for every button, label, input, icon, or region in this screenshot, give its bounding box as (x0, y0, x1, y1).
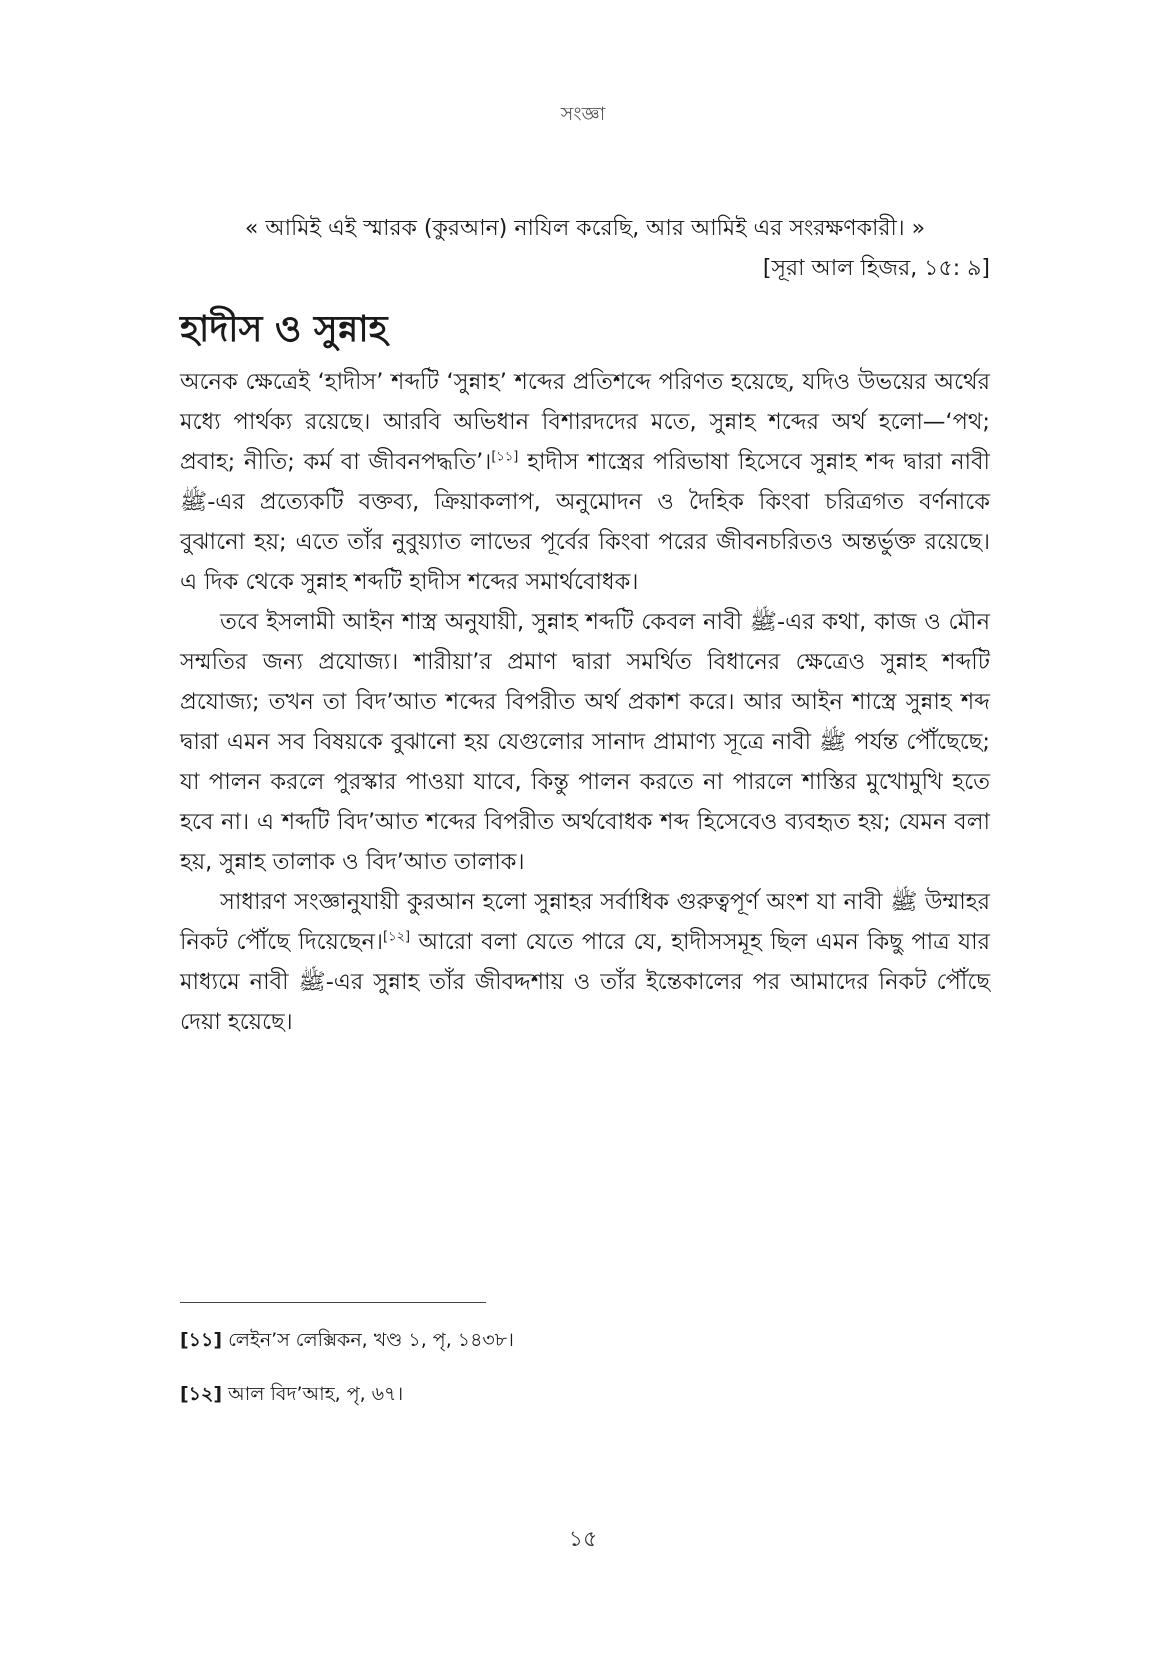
section-heading: হাদীস ও সুন্নাহ (180, 309, 388, 350)
running-head: সংজ্ঞা (560, 103, 606, 125)
page-number: ১৫ (568, 1527, 598, 1552)
paragraph-3 (180, 882, 990, 1042)
footnote-11-marker: [১১] (180, 1329, 223, 1351)
paragraph-1-text-a: অনেক ক্ষেত্রেই ‘হাদীস’ শব্দটি ‘সুন্নাহ’ শব্দের প্রতিশব্দে পরিণত হয়েছে, যদিও উভয়ের অর্থের মধ্যে পার্থক্য রয়েছে। আরবি অভিধান বিশারদদের মতে, সুন্নাহ শব্দের অর্থ হলো—‘পথ; প্রবাহ; নীতি; কর্ম বা জীবনপদ্ধতি’। (180, 369, 990, 475)
footnote-12-marker: [১২] (180, 1383, 223, 1405)
quote-reference: [সূরা আল হিজর, ১৫: ৯] (762, 256, 990, 281)
footnote-11 (180, 1326, 990, 1354)
footnote-11-text: লেইন’স লেক্সিকন, খণ্ড ১, পৃ, ১৪৩৮। (222, 1329, 514, 1351)
footnote-12-text: আল বিদ’আহ, পৃ, ৬৭। (222, 1383, 404, 1405)
paragraph-2: তবে ইসলামী আইন শাস্ত্র অনুযায়ী, সুন্নাহ শব্দটি কেবল নাবী ﷺ-এর কথা, কাজ ও মৌন সম্মতির জন্য প্রযোজ্য। শারীয়া’র প্রমাণ দ্বারা সমর্থিত বিধানের ক্ষেত্রেও সুন্নাহ শব্দটি প্রযোজ্য; তখন তা বিদ’আত শব্দের বিপরীত অর্থ প্রকাশ করে। আর আইন শাস্ত্রে সুন্নাহ শব্দ দ্বারা এমন সব বিষয়কে বুঝানো হয় যেগুলোর সানাদ প্রামাণ্য সূত্রে নাবী ﷺ পর্যন্ত পৌঁছেছে; যা পালন করলে পুরস্কার পাওয়া যাবে, কিন্তু পালন করতে না পারলে শাস্তির মুখোমুখি হতে হবে না। এ শব্দটি বিদ’আত শব্দের বিপরীত অর্থবোধক শব্দ হিসেবেও ব্যবহৃত হয়; যেমন বলা হয়, সুন্নাহ তালাক ও বিদ’আত তালাক। (180, 609, 990, 875)
footnote-divider (180, 1302, 486, 1303)
paragraph-3-text-b: আরো বলা যেতে পারে যে, হাদীসসমূহ ছিল এমন কিছু পাত্র যার মাধ্যমে নাবী ﷺ-এর সুন্নাহ তাঁর জীবদ্দশায় ও তাঁর ইন্তেকালের পর আমাদের নিকট পৌঁছে দেয়া হয়েছে। (180, 929, 991, 1035)
paragraph-3-text-a: সাধারণ সংজ্ঞানুযায়ী কুরআন হলো সুন্নাহর সর্বাধিক গুরুত্বপূর্ণ অংশ যা নাবী ﷺ উম্মাহর নিকট পৌঁছে দিয়েছেন। (180, 889, 990, 955)
footnote-12 (180, 1380, 990, 1408)
quran-quote: « আমিই এই স্মারক (কুরআন) নাযিল করেছি, আর আমিই এর সংরক্ষণকারী। » (244, 216, 926, 241)
paragraph-1 (180, 362, 990, 602)
body-text (180, 362, 990, 1042)
footnote-ref-11[interactable]: [১১] (491, 449, 519, 465)
paragraph-1-text-b: হাদীস শাস্ত্রের পরিভাষা হিসেবে সুন্নাহ শব্দ দ্বারা নাবী ﷺ-এর প্রত্যেকটি বক্তব্য, ক্রিয়াকলাপ, অনুমোদন ও দৈহিক কিংবা চরিত্রগত বর্ণনাকে বুঝানো হয়; এতে তাঁর নুবুয়্যাত লাভের পূর্বের কিংবা পরের জীবনচরিতও অন্তর্ভুক্ত রয়েছে। এ দিক থেকে সুন্নাহ শব্দটি হাদীস শব্দের সমার্থবোধক। (180, 449, 990, 595)
footnote-ref-12[interactable]: [১২] (383, 929, 411, 945)
